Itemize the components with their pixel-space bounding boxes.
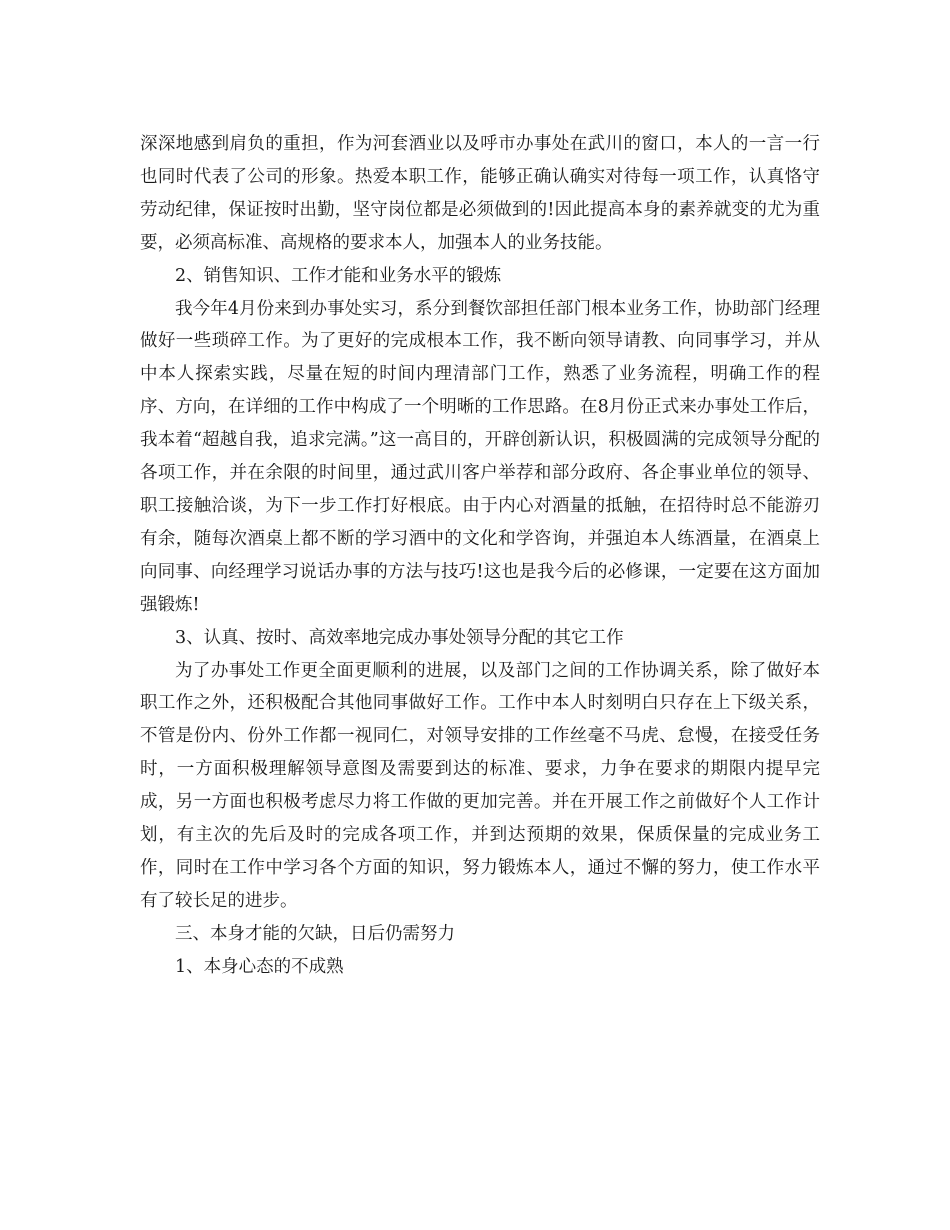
document-body (140, 128, 820, 984)
paragraph-cooperation: 为了办事处工作更全面更顺利的进展，以及部门之间的工作协调关系，除了做好本职工作之外，还积极配合其他同事做好工作。工作中本人时刻明白只存在上下级关系，不管是份内、份外工作都一视同仁，对领导安排的工作丝毫不马虎、怠慢，在接受任务时，一方面积极理解领导意图及需要到达的标准、要求，力争在要求的期限内提早完成，另一方面也积极考虑尽力将工作做的更加完善。并在开展工作之前做好个人工作计划，有主次的先后及时的完成各项工作，并到达预期的效果，保质保量的完成业务工作，同时在工作中学习各个方面的知识，努力锻炼本人，通过不懈的努力，使工作水平有了较长足的进步。 (140, 660, 820, 911)
section-heading-mindset: 1、本身心态的不成熟 (175, 956, 344, 977)
section-heading-shortcomings: 三、本身才能的欠缺，日后仍需努力 (175, 923, 455, 944)
section-heading-other-work: 3、认真、按时、高效率地完成办事处领导分配的其它工作 (175, 627, 624, 648)
section-heading-sales-knowledge: 2、销售知识、工作才能和业务水平的锻炼 (175, 265, 502, 286)
paragraph-continuation: 深深地感到肩负的重担，作为河套酒业以及呼市办事处在武川的窗口，本人的一言一行也同时代表了公司的形象。热爱本职工作，能够正确认确实对待每一项工作，认真恪守劳动纪律，保证按时出勤，坚守岗位都是必须做到的!因此提高本身的素养就变的尤为重要，必须高标准、高规格的要求本人，加强本人的业务技能。 (140, 134, 820, 253)
paragraph-internship: 我今年4月份来到办事处实习，系分到餐饮部担任部门根本业务工作，协助部门经理做好一些琐碎工作。为了更好的完成根本工作，我不断向领导请教、向同事学习，并从中本人探索实践，尽量在短的时间内理清部门工作，熟悉了业务流程，明确工作的程序、方向，在详细的工作中构成了一个明晰的工作思路。在8月份正式来办事处工作后，我本着“超越自我，追求完满。”这一高目的，开辟创新认识，积极圆满的完成领导分配的各项工作，并在余限的时间里，通过武川客户举荐和部分政府、各企事业单位的领导、职工接触洽谈，为下一步工作打好根底。由于内心对酒量的抵触，在招待时总不能游刃有余，随每次酒桌上都不断的学习酒中的文化和学咨询，并强迫本人练酒量，在酒桌上向同事、向经理学习说话办事的方法与技巧!这也是我今后的必修课，一定要在这方面加强锻炼! (140, 298, 820, 615)
